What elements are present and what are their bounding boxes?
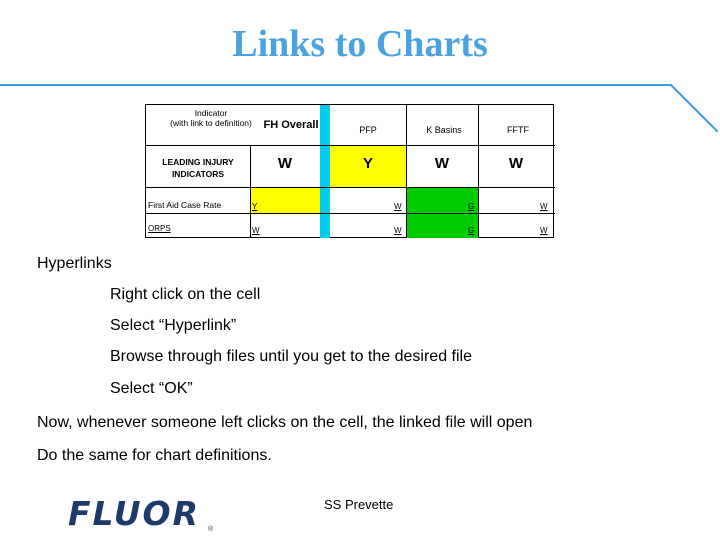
- leading-label-line1: LEADING INJURY: [162, 157, 234, 167]
- row1-kbasins-value[interactable]: G: [468, 202, 475, 211]
- fluor-logo: FLUOR: [68, 494, 201, 533]
- heading-hyperlinks: Hyperlinks: [37, 255, 112, 272]
- leading-fh-value[interactable]: W: [277, 155, 293, 172]
- registered-mark: ®: [208, 526, 214, 533]
- step-item: Select “Hyperlink”: [110, 317, 237, 334]
- row2-fh-value[interactable]: W: [252, 226, 260, 235]
- fh-overall-header: FH Overall: [263, 119, 319, 131]
- column-header-fftf: FFTF: [507, 125, 529, 135]
- row2-pfp-value[interactable]: W: [394, 226, 402, 235]
- indicator-header-line2: (with link to definition): [170, 118, 252, 128]
- leading-pfp-value[interactable]: Y: [362, 155, 373, 172]
- column-header-k-basins: K Basins: [426, 125, 462, 135]
- row-label-first-aid[interactable]: First Aid Case Rate: [148, 200, 222, 210]
- row1-fftf-value[interactable]: W: [540, 202, 548, 211]
- row1-pfp-value[interactable]: W: [394, 202, 402, 211]
- author-name: SS Prevette: [324, 497, 394, 512]
- step-item: Select “OK”: [110, 380, 193, 397]
- row2-kbasins-value[interactable]: G: [468, 226, 475, 235]
- step-item: Browse through files until you get to the desired file: [110, 348, 472, 365]
- step-item: Right click on the cell: [110, 286, 261, 303]
- leading-label-line2: INDICATORS: [171, 169, 225, 179]
- indicator-header-line1: Indicator: [194, 108, 228, 118]
- leading-kbasins-value[interactable]: W: [434, 155, 450, 172]
- row2-fftf-value[interactable]: W: [540, 226, 548, 235]
- leading-fftf-value[interactable]: W: [508, 155, 524, 172]
- column-header-pfp: PFP: [359, 125, 377, 135]
- slide-title: Links to Charts: [232, 23, 488, 65]
- row1-fh-value[interactable]: Y: [252, 202, 258, 211]
- note-text: Now, whenever someone left clicks on the cell, the linked file will open: [37, 414, 533, 431]
- note-text: Do the same for chart definitions.: [37, 447, 272, 464]
- row-label-orps[interactable]: ORPS: [148, 224, 171, 233]
